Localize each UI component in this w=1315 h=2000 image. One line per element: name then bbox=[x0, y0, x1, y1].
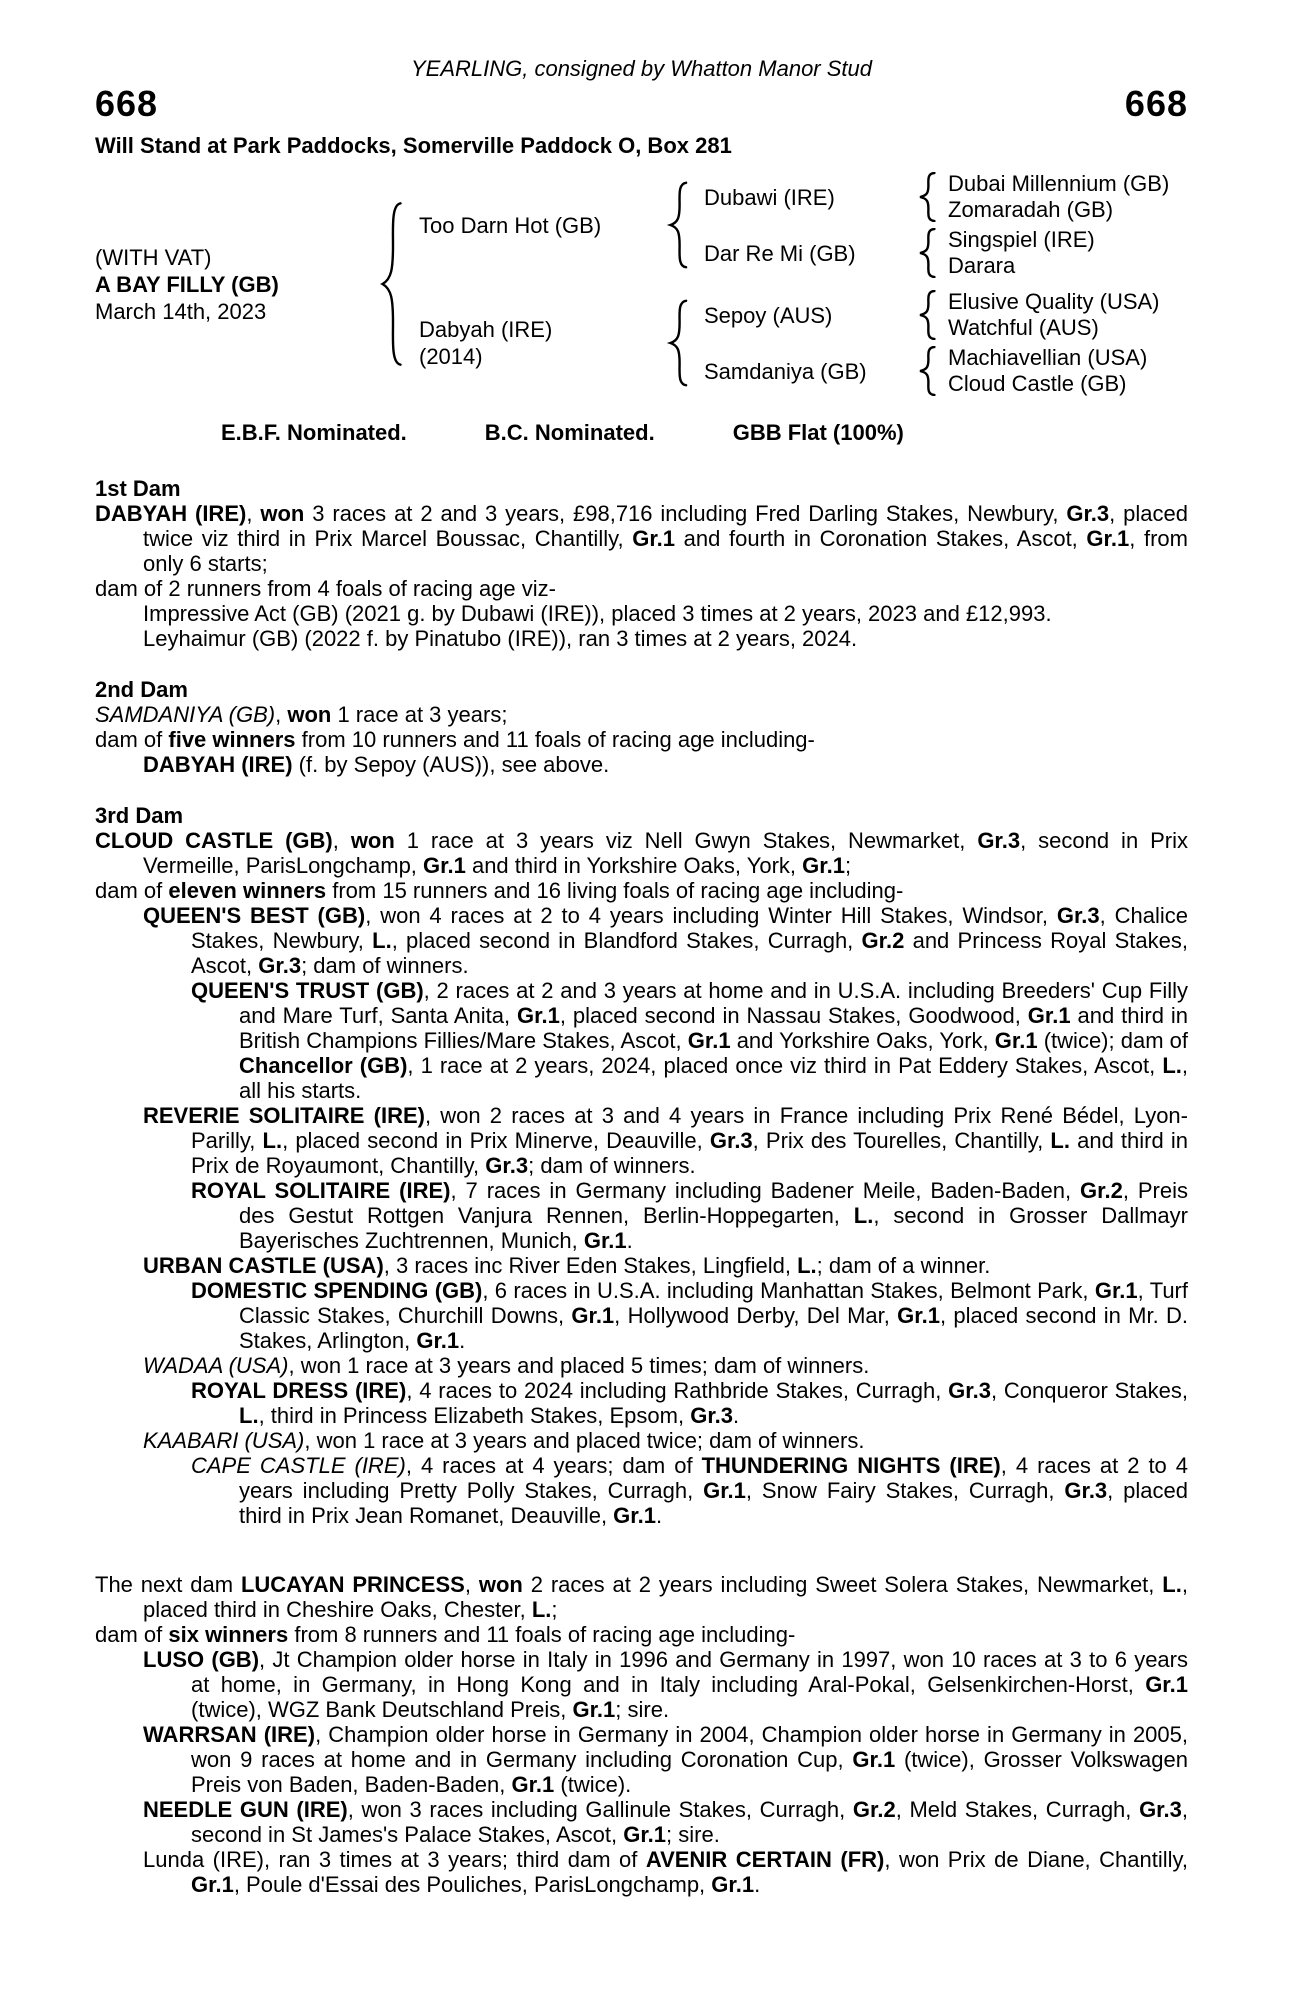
generation3-brace-icon bbox=[914, 228, 938, 278]
bold-text: Gr.1 bbox=[191, 1872, 234, 1897]
bold-text: Gr.2 bbox=[1080, 1178, 1123, 1203]
first-dam-heading: 1st Dam bbox=[95, 476, 181, 501]
third-dam-paragraph: ROYAL DRESS (IRE), 4 races to 2024 including Rathbride Stakes, Curragh, Gr.3, Conqueror Stakes, L., third in Princess Elizabeth Stakes, Epsom, Gr.3. bbox=[191, 1378, 1188, 1428]
bold-text: Gr.1 bbox=[1027, 1003, 1071, 1028]
italic-text: KAABARI (USA) bbox=[143, 1428, 305, 1453]
next-dam-paragraph: Lunda (IRE), ran 3 times at 3 years; third dam of AVENIR CERTAIN (FR), won Prix de Diane, Chantilly, Gr.1, Poule d'Essai des Pouliches, ParisLongchamp, Gr.1. bbox=[143, 1847, 1188, 1897]
pedigree-tree bbox=[95, 171, 1188, 397]
maternal-granddam-row bbox=[690, 345, 1160, 397]
bold-text: Gr.1 bbox=[583, 1228, 627, 1253]
bold-text: Gr.2 bbox=[852, 1797, 896, 1822]
third-dam-heading: 3rd Dam bbox=[95, 803, 184, 828]
bold-text: Gr.1 bbox=[687, 1028, 731, 1053]
bold-text: LUCAYAN PRINCESS bbox=[240, 1572, 465, 1597]
great-grandparents bbox=[938, 227, 1095, 279]
great-granddam-name: Darara bbox=[948, 253, 1016, 278]
bold-text: Gr.3 bbox=[690, 1403, 734, 1428]
bold-text: Gr.1 bbox=[416, 1328, 460, 1353]
third-dam-paragraph: URBAN CASTLE (USA), 3 races inc River Eden Stakes, Lingfield, L.; dam of a winner. bbox=[143, 1253, 991, 1278]
paternal-grandsire-name: Dubawi (IRE) bbox=[704, 184, 835, 210]
bold-text: Gr.1 bbox=[423, 853, 466, 878]
bold-text: L. bbox=[239, 1403, 259, 1428]
bold-text: NEEDLE GUN (IRE) bbox=[143, 1797, 348, 1822]
bold-text: won bbox=[478, 1572, 523, 1597]
second-dam-paragraph: DABYAH (IRE) (f. by Sepoy (AUS)), see above. bbox=[143, 752, 610, 777]
bold-text: won bbox=[350, 828, 395, 853]
bold-text: REVERIE SOLITAIRE (IRE) bbox=[143, 1103, 425, 1128]
great-grandparents bbox=[938, 345, 1147, 397]
maternal-grandsire-row bbox=[690, 289, 1160, 341]
bold-text: WARRSAN (IRE) bbox=[143, 1722, 316, 1747]
third-dam-paragraph: WADAA (USA), won 1 race at 3 years and placed 5 times; dam of winners. bbox=[143, 1353, 870, 1378]
bold-text: L. bbox=[372, 928, 392, 953]
next-dam-paragraph: LUSO (GB), Jt Champion older horse in Italy in 1996 and Germany in 1997, won 10 races at 3 to 6 years at home, in Germany, in Hong Kong and in Italy including Aral-Pokal, Gelsenkirchen-Horst, Gr.1 (twice), WGZ Bank Deutschland Preis, Gr.1; sire. bbox=[143, 1647, 1188, 1722]
generation3-brace-icon bbox=[914, 172, 938, 222]
bold-text: Gr.1 bbox=[517, 1003, 560, 1028]
third-dam-paragraph: CLOUD CASTLE (GB), won 1 race at 3 years viz Nell Gwyn Stakes, Newmarket, Gr.3, second in Prix Vermeille, ParisLongchamp, Gr.1 and third in Yorkshire Oaks, York, Gr.1; bbox=[95, 828, 1189, 878]
next-dam-section bbox=[95, 1572, 1188, 1897]
third-dam-paragraph: QUEEN'S TRUST (GB), 2 races at 2 and 3 years at home and in U.S.A. including Breeders' Cup Filly and Mare Turf, Santa Anita, Gr.1, placed second in Nassau Stakes, Goodwood, Gr.1 and third in British Champions Fillies/Mare Stakes, Ascot, Gr.1 and Yorkshire Oaks, York, Gr.1 (twice); dam of Chancellor (GB), 1 race at 2 years, 2024, placed once viz third in Pat Eddery Stakes, Ascot, L., all his starts. bbox=[191, 978, 1189, 1103]
bold-text: Gr.1 bbox=[572, 1697, 616, 1722]
bold-text: AVENIR CERTAIN (FR) bbox=[645, 1847, 885, 1872]
next-dam-paragraph: dam of six winners from 8 runners and 11 foals of racing age including- bbox=[95, 1622, 796, 1647]
lot-number-left: 668 bbox=[95, 83, 159, 124]
catalogue-body bbox=[95, 476, 1188, 1897]
bold-text: DABYAH (IRE) bbox=[95, 501, 247, 526]
dam-branch bbox=[405, 289, 1169, 397]
nominations-row bbox=[95, 419, 1188, 446]
dam-cell bbox=[405, 316, 664, 370]
bold-text: L. bbox=[1162, 1053, 1182, 1078]
first-dam-paragraph: Leyhaimur (GB) (2022 f. by Pinatubo (IRE)), ran 3 times at 2 years, 2024. bbox=[143, 626, 858, 651]
generation3-brace-icon bbox=[914, 346, 938, 396]
bold-text: Gr.1 bbox=[994, 1028, 1038, 1053]
next-dam-paragraph: The next dam LUCAYAN PRINCESS, won 2 races at 2 years including Sweet Solera Stakes, Newmarket, L., placed third in Cheshire Oaks, Chester, L.; bbox=[95, 1572, 1188, 1622]
bold-text: Gr.1 bbox=[1094, 1278, 1138, 1303]
bold-text: Gr.3 bbox=[948, 1378, 991, 1403]
bold-text: Chancellor (GB) bbox=[239, 1053, 408, 1078]
sire-grandparents bbox=[690, 171, 1169, 279]
bold-text: eleven winners bbox=[168, 878, 327, 903]
bold-text: Gr.1 bbox=[711, 1872, 755, 1897]
first-dam-section bbox=[95, 476, 1188, 651]
great-grandsire-name: Machiavellian (USA) bbox=[948, 345, 1148, 370]
bold-text: Gr.1 bbox=[703, 1478, 746, 1503]
third-dam-paragraph: KAABARI (USA), won 1 race at 3 years and placed twice; dam of winners. bbox=[143, 1428, 865, 1453]
bold-text: Gr.1 bbox=[632, 526, 676, 551]
bold-text: won bbox=[287, 702, 332, 727]
dam-name: Dabyah (IRE) bbox=[419, 317, 553, 342]
next-dam-paragraph: NEEDLE GUN (IRE), won 3 races including Gallinule Stakes, Curragh, Gr.2, Meld Stakes, Curragh, Gr.3, second in St James's Palace Stakes, Ascot, Gr.1; sire. bbox=[143, 1797, 1188, 1847]
bold-text: L. bbox=[531, 1597, 552, 1622]
bold-text: CLOUD CASTLE (GB) bbox=[95, 828, 333, 853]
bold-text: Gr.1 bbox=[623, 1822, 667, 1847]
third-dam-paragraph: dam of eleven winners from 15 runners and 16 living foals of racing age including- bbox=[95, 878, 904, 903]
second-dam-paragraph: dam of five winners from 10 runners and 11 foals of racing age including- bbox=[95, 727, 815, 752]
great-grandsire-name: Elusive Quality (USA) bbox=[948, 289, 1160, 314]
third-dam-paragraph: REVERIE SOLITAIRE (IRE), won 2 races at 3 and 4 years in France including Prix René Bédel, Lyon-Parilly, L., placed second in Prix Minerve, Deauville, Gr.3, Prix des Tourelles, Chantilly, L. and third in Prix de Royaumont, Chantilly, Gr.3; dam of winners. bbox=[143, 1103, 1188, 1178]
sire-name: Too Darn Hot (GB) bbox=[419, 212, 602, 238]
great-grandparents bbox=[938, 171, 1169, 223]
maternal-grandsire-name: Sepoy (AUS) bbox=[704, 302, 833, 328]
foal-date: March 14th, 2023 bbox=[95, 298, 267, 324]
bold-text: Gr.1 bbox=[511, 1772, 555, 1797]
ebf-nominated-label: E.B.F. Nominated. bbox=[221, 420, 407, 445]
bold-text: Gr.1 bbox=[571, 1303, 615, 1328]
maternal-granddam-name: Samdaniya (GB) bbox=[704, 358, 867, 384]
bold-text: Gr.3 bbox=[977, 828, 1021, 853]
bold-text: QUEEN'S BEST (GB) bbox=[143, 903, 366, 928]
dam-year: (2014) bbox=[419, 344, 483, 369]
first-dam-paragraph: dam of 2 runners from 4 foals of racing age viz- bbox=[95, 576, 556, 601]
subject-block bbox=[95, 244, 375, 325]
second-dam-heading: 2nd Dam bbox=[95, 677, 188, 702]
bold-text: L. bbox=[262, 1128, 283, 1153]
bold-text: won bbox=[260, 501, 305, 526]
subject-name: A BAY FILLY (GB) bbox=[95, 271, 279, 297]
bold-text: DABYAH (IRE) bbox=[143, 752, 293, 777]
second-dam-paragraph: SAMDANIYA (GB), won 1 race at 3 years; bbox=[95, 702, 508, 727]
bold-text: L. bbox=[1162, 1572, 1182, 1597]
great-grandparents bbox=[938, 289, 1160, 341]
third-dam-paragraph: QUEEN'S BEST (GB), won 4 races at 2 to 4 years including Winter Hill Stakes, Windsor, Gr.3, Chalice Stakes, Newbury, L., placed second in Blandford Stakes, Curragh, Gr.2 and Princess Royal Stakes, Ascot, Gr.3; dam of winners. bbox=[143, 903, 1188, 978]
bold-text: Gr.2 bbox=[861, 928, 905, 953]
bold-text: Gr.3 bbox=[709, 1128, 753, 1153]
third-dam-paragraph: CAPE CASTLE (IRE), 4 races at 4 years; dam of THUNDERING NIGHTS (IRE), 4 races at 2 to 4 years including Pretty Polly Stakes, Curragh, Gr.1, Snow Fairy Stakes, Curragh, Gr.3, placed third in Prix Jean Romanet, Deauville, Gr.1. bbox=[191, 1453, 1189, 1528]
great-granddam-name: Watchful (AUS) bbox=[948, 315, 1099, 340]
bold-text: Gr.3 bbox=[1064, 1478, 1108, 1503]
bold-text: Gr.3 bbox=[1139, 1797, 1182, 1822]
italic-text: SAMDANIYA (GB) bbox=[95, 702, 276, 727]
bold-text: THUNDERING NIGHTS (IRE) bbox=[701, 1453, 1001, 1478]
bold-text: Gr.1 bbox=[897, 1303, 940, 1328]
italic-text: WADAA (USA) bbox=[143, 1353, 289, 1378]
gbb-flat-label: GBB Flat (100%) bbox=[732, 420, 904, 445]
generation3-brace-icon bbox=[914, 290, 938, 340]
bold-text: Gr.1 bbox=[852, 1747, 896, 1772]
paternal-grandsire-row bbox=[690, 171, 1169, 223]
next-dam-paragraph: WARRSAN (IRE), Champion older horse in Germany in 2004, Champion older horse in Germany in 2005, won 9 races at home and in Germany including Coronation Cup, Gr.1 (twice), Grosser Volkswagen Preis von Baden, Baden-Baden, Gr.1 (twice). bbox=[143, 1722, 1189, 1797]
bold-text: LUSO (GB) bbox=[143, 1647, 260, 1672]
bold-text: five winners bbox=[168, 727, 296, 752]
bc-nominated-label: B.C. Nominated. bbox=[484, 420, 655, 445]
great-granddam-name: Cloud Castle (GB) bbox=[948, 371, 1127, 396]
lot-number-row bbox=[95, 84, 1188, 124]
stand-location-line: Will Stand at Park Paddocks, Somerville Paddock O, Box 281 bbox=[95, 133, 732, 158]
paternal-granddam-row bbox=[690, 227, 1169, 279]
bold-text: ROYAL DRESS (IRE) bbox=[191, 1378, 407, 1403]
first-dam-paragraph: Impressive Act (GB) (2021 g. by Dubawi (IRE)), placed 3 times at 2 years, 2023 and £12,993. bbox=[143, 601, 1052, 626]
generation2-brace-icon bbox=[664, 181, 690, 269]
bold-text: DOMESTIC SPENDING (GB) bbox=[191, 1278, 483, 1303]
dam-grandparents bbox=[690, 289, 1160, 397]
great-grandsire-name: Singspiel (IRE) bbox=[948, 227, 1095, 252]
third-dam-section bbox=[95, 803, 1188, 1528]
bold-text: Gr.1 bbox=[802, 853, 845, 878]
sire-branch bbox=[405, 171, 1169, 279]
great-grandsire-name: Dubai Millennium (GB) bbox=[948, 171, 1170, 196]
bold-text: L. bbox=[797, 1253, 817, 1278]
italic-text: CAPE CASTLE (IRE) bbox=[191, 1453, 406, 1478]
generation1-brace-icon bbox=[375, 200, 405, 368]
sire-cell bbox=[405, 212, 664, 239]
parents-column bbox=[405, 171, 1169, 397]
generation2-brace-icon bbox=[664, 299, 690, 387]
consignor-line: YEARLING, consigned by Whatton Manor Stud bbox=[410, 56, 872, 81]
paternal-granddam-name: Dar Re Mi (GB) bbox=[704, 240, 856, 266]
bold-text: ROYAL SOLITAIRE (IRE) bbox=[191, 1178, 451, 1203]
bold-text: URBAN CASTLE (USA) bbox=[143, 1253, 384, 1278]
second-dam-section bbox=[95, 677, 1188, 777]
bold-text: Gr.1 bbox=[1086, 526, 1130, 551]
bold-text: Gr.1 bbox=[613, 1503, 656, 1528]
third-dam-paragraph: ROYAL SOLITAIRE (IRE), 7 races in Germany including Badener Meile, Baden-Baden, Gr.2, Preis des Gestut Rottgen Vanjura Rennen, Berlin-Hoppegarten, L., second in Grosser Dallmayr Bayerisches Zuchtrennen, Munich, Gr.1. bbox=[191, 1178, 1188, 1253]
bold-text: six winners bbox=[168, 1622, 289, 1647]
bold-text: Gr.3 bbox=[1056, 903, 1100, 928]
vat-note: (WITH VAT) bbox=[95, 244, 212, 270]
bold-text: Gr.3 bbox=[485, 1153, 529, 1178]
bold-text: QUEEN'S TRUST (GB) bbox=[191, 978, 424, 1003]
bold-text: Gr.3 bbox=[258, 953, 302, 978]
lot-number-right: 668 bbox=[1124, 83, 1188, 124]
bold-text: L. bbox=[1050, 1128, 1070, 1153]
bold-text: Gr.1 bbox=[1145, 1672, 1188, 1697]
first-dam-paragraph: DABYAH (IRE), won 3 races at 2 and 3 years, £98,716 including Fred Darling Stakes, Newbury, Gr.3, placed twice viz third in Prix Marcel Boussac, Chantilly, Gr.1 and fourth in Coronation Stakes, Ascot, Gr.1, from only 6 starts; bbox=[95, 501, 1188, 576]
bold-text: L. bbox=[853, 1203, 874, 1228]
great-granddam-name: Zomaradah (GB) bbox=[948, 197, 1114, 222]
third-dam-paragraph: DOMESTIC SPENDING (GB), 6 races in U.S.A. including Manhattan Stakes, Belmont Park, Gr.1, Turf Classic Stakes, Churchill Downs, Gr.1, Hollywood Derby, Del Mar, Gr.1, placed second in Mr. D. Stakes, Arlington, Gr.1. bbox=[191, 1278, 1188, 1353]
bold-text: Gr.3 bbox=[1066, 501, 1110, 526]
